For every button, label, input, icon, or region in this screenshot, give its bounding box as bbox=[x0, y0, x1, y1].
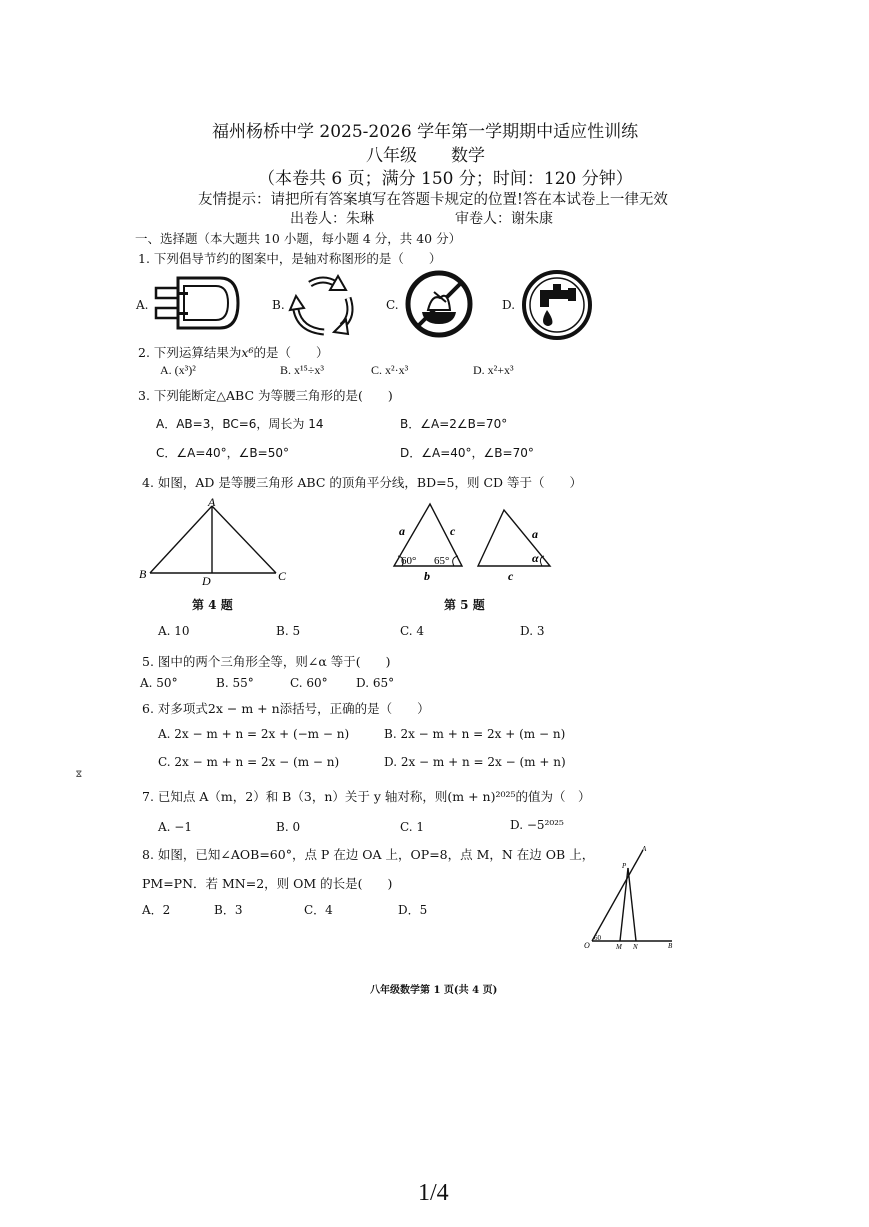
q4-option-a: A. 10 bbox=[158, 624, 190, 638]
q4-option-c: C. 4 bbox=[400, 624, 425, 638]
q6-stem: 6. 对多项式2x − m + n添括号，正确的是（ ） bbox=[142, 701, 430, 716]
setter: 出卷人：朱琳 bbox=[290, 211, 374, 227]
q8-angle-figure bbox=[578, 842, 678, 952]
q8-option-c: C．4 bbox=[304, 903, 333, 917]
recycle-arrows-icon bbox=[288, 272, 358, 338]
q3-stem: 3. 下列能断定△ABC 为等腰三角形的是( ) bbox=[138, 388, 393, 403]
q5-left-c: c bbox=[450, 524, 456, 538]
q5-option-c: C. 60° bbox=[290, 676, 328, 690]
q8-label-b: B bbox=[668, 942, 673, 950]
exam-info: （本卷共 6 页；满分 150 分；时间：120 分钟） bbox=[258, 169, 633, 189]
q8-option-a: A．2 bbox=[142, 903, 171, 917]
q2-option-b: B. x¹⁵÷x³ bbox=[280, 363, 324, 377]
q4-label-c: C bbox=[278, 569, 287, 583]
q1-stem: 1. 下列倡导节约的图案中，是轴对称图形的是（ ） bbox=[138, 251, 442, 266]
q4-option-d: D. 3 bbox=[520, 624, 545, 638]
q7-stem: 7. 已知点 A（m，2）和 B（3，n）关于 y 轴对称，则(m + n)²⁰²⁵的值为（ ） bbox=[142, 789, 591, 804]
scan-mark: ⴵ bbox=[76, 770, 82, 780]
q8-stem-line2: PM=PN．若 MN=2，则 OM 的长是( ) bbox=[142, 876, 393, 891]
q4-option-b: B. 5 bbox=[276, 624, 301, 638]
q6-option-b: B. 2x − m + n = 2x + (m − n) bbox=[384, 727, 566, 741]
q3-option-d: D．∠A=40°，∠B=70° bbox=[400, 446, 534, 460]
q7-option-c: C. 1 bbox=[400, 820, 425, 834]
q5-right-alpha: α bbox=[532, 551, 539, 565]
exam-title: 福州杨桥中学 2025-2026 学年第一学期期中适应性训练 bbox=[212, 122, 639, 142]
q5-option-a: A. 50° bbox=[140, 676, 178, 690]
q8-label-a: A bbox=[642, 845, 647, 853]
q5-caption: 第 5 题 bbox=[444, 598, 485, 612]
q7-option-b: B. 0 bbox=[276, 820, 301, 834]
page-footer-label: 八年级数学第 1 页(共 4 页) bbox=[370, 985, 498, 996]
q1-label-b: B. bbox=[272, 298, 285, 312]
q8-option-b: B．3 bbox=[214, 903, 243, 917]
q8-label-o: O bbox=[584, 941, 590, 950]
plug-icon bbox=[150, 272, 245, 334]
q5-right-a: a bbox=[532, 527, 538, 541]
q5-left-b: b bbox=[424, 569, 430, 583]
q8-label-m: M bbox=[616, 943, 622, 951]
q2-stem-post: 的是（ ） bbox=[253, 345, 329, 360]
q8-stem-line1: 8. 如图，已知∠AOB=60°，点 P 在边 OA 上，OP=8，点 M，N 在边 OB 上， bbox=[142, 847, 595, 862]
q4-triangle-figure bbox=[136, 496, 296, 588]
q2-option-a: A. (x³)² bbox=[160, 363, 196, 377]
q3-option-a: A．AB=3，BC=6，周长为 14 bbox=[156, 417, 324, 431]
q4-label-b: B bbox=[139, 567, 147, 581]
q5-option-b: B. 55° bbox=[216, 676, 254, 690]
page-number: 1/4 bbox=[418, 1180, 449, 1206]
reviewer: 审卷人：谢朱康 bbox=[455, 211, 553, 227]
q8-option-d: D．5 bbox=[398, 903, 428, 917]
q2-target: x⁶ bbox=[241, 345, 254, 360]
q2-stem-pre: 2. 下列运算结果为 bbox=[138, 345, 242, 360]
no-waste-food-icon bbox=[404, 268, 474, 340]
q4-label-d: D bbox=[202, 574, 211, 588]
q8-label-p: P bbox=[622, 862, 627, 870]
q7-option-a: A. −1 bbox=[158, 820, 192, 834]
q3-option-c: C．∠A=40°，∠B=50° bbox=[156, 446, 289, 460]
q2-stem bbox=[138, 343, 328, 361]
q5-right-c: c bbox=[508, 569, 514, 583]
q6-option-a: A. 2x − m + n = 2x + (−m − n) bbox=[158, 727, 350, 741]
q1-label-c: C. bbox=[386, 298, 399, 312]
q8-label-n: N bbox=[633, 943, 638, 951]
q5-left-a: a bbox=[399, 524, 405, 538]
water-tap-icon bbox=[520, 268, 594, 342]
q8-label-angle: 60 bbox=[594, 934, 601, 942]
q6-option-d: D. 2x − m + n = 2x − (m + n) bbox=[384, 755, 566, 769]
q5-left-angle1: 60° bbox=[401, 555, 417, 567]
section-heading: 一、选择题（本大题共 10 小题，每小题 4 分，共 40 分） bbox=[135, 231, 462, 246]
q5-option-d: D. 65° bbox=[356, 676, 395, 690]
reminder: 友情提示：请把所有答案填写在答题卡规定的位置!答在本试卷上一律无效 bbox=[198, 192, 668, 208]
q4-stem: 4. 如图，AD 是等腰三角形 ABC 的顶角平分线，BD=5，则 CD 等于（ ） bbox=[142, 475, 583, 490]
q3-option-b: B．∠A=2∠B=70° bbox=[400, 417, 508, 431]
q4-label-a: A bbox=[208, 496, 216, 509]
q2-option-c: C. x²·x³ bbox=[371, 363, 409, 377]
q5-left-angle2: 65° bbox=[434, 555, 450, 567]
q6-option-c: C. 2x − m + n = 2x − (m − n) bbox=[158, 755, 340, 769]
grade-subject: 八年级 数学 bbox=[366, 146, 485, 166]
q1-label-d: D. bbox=[502, 298, 516, 312]
q5-stem: 5. 图中的两个三角形全等，则∠α 等于( ) bbox=[142, 654, 391, 669]
q2-option-d: D. x²+x³ bbox=[473, 363, 514, 377]
q5-triangles-figure bbox=[386, 496, 566, 586]
q4-caption: 第 4 题 bbox=[192, 598, 233, 612]
q1-label-a: A. bbox=[136, 298, 149, 312]
q7-option-d: D. −5²⁰²⁵ bbox=[510, 818, 564, 832]
